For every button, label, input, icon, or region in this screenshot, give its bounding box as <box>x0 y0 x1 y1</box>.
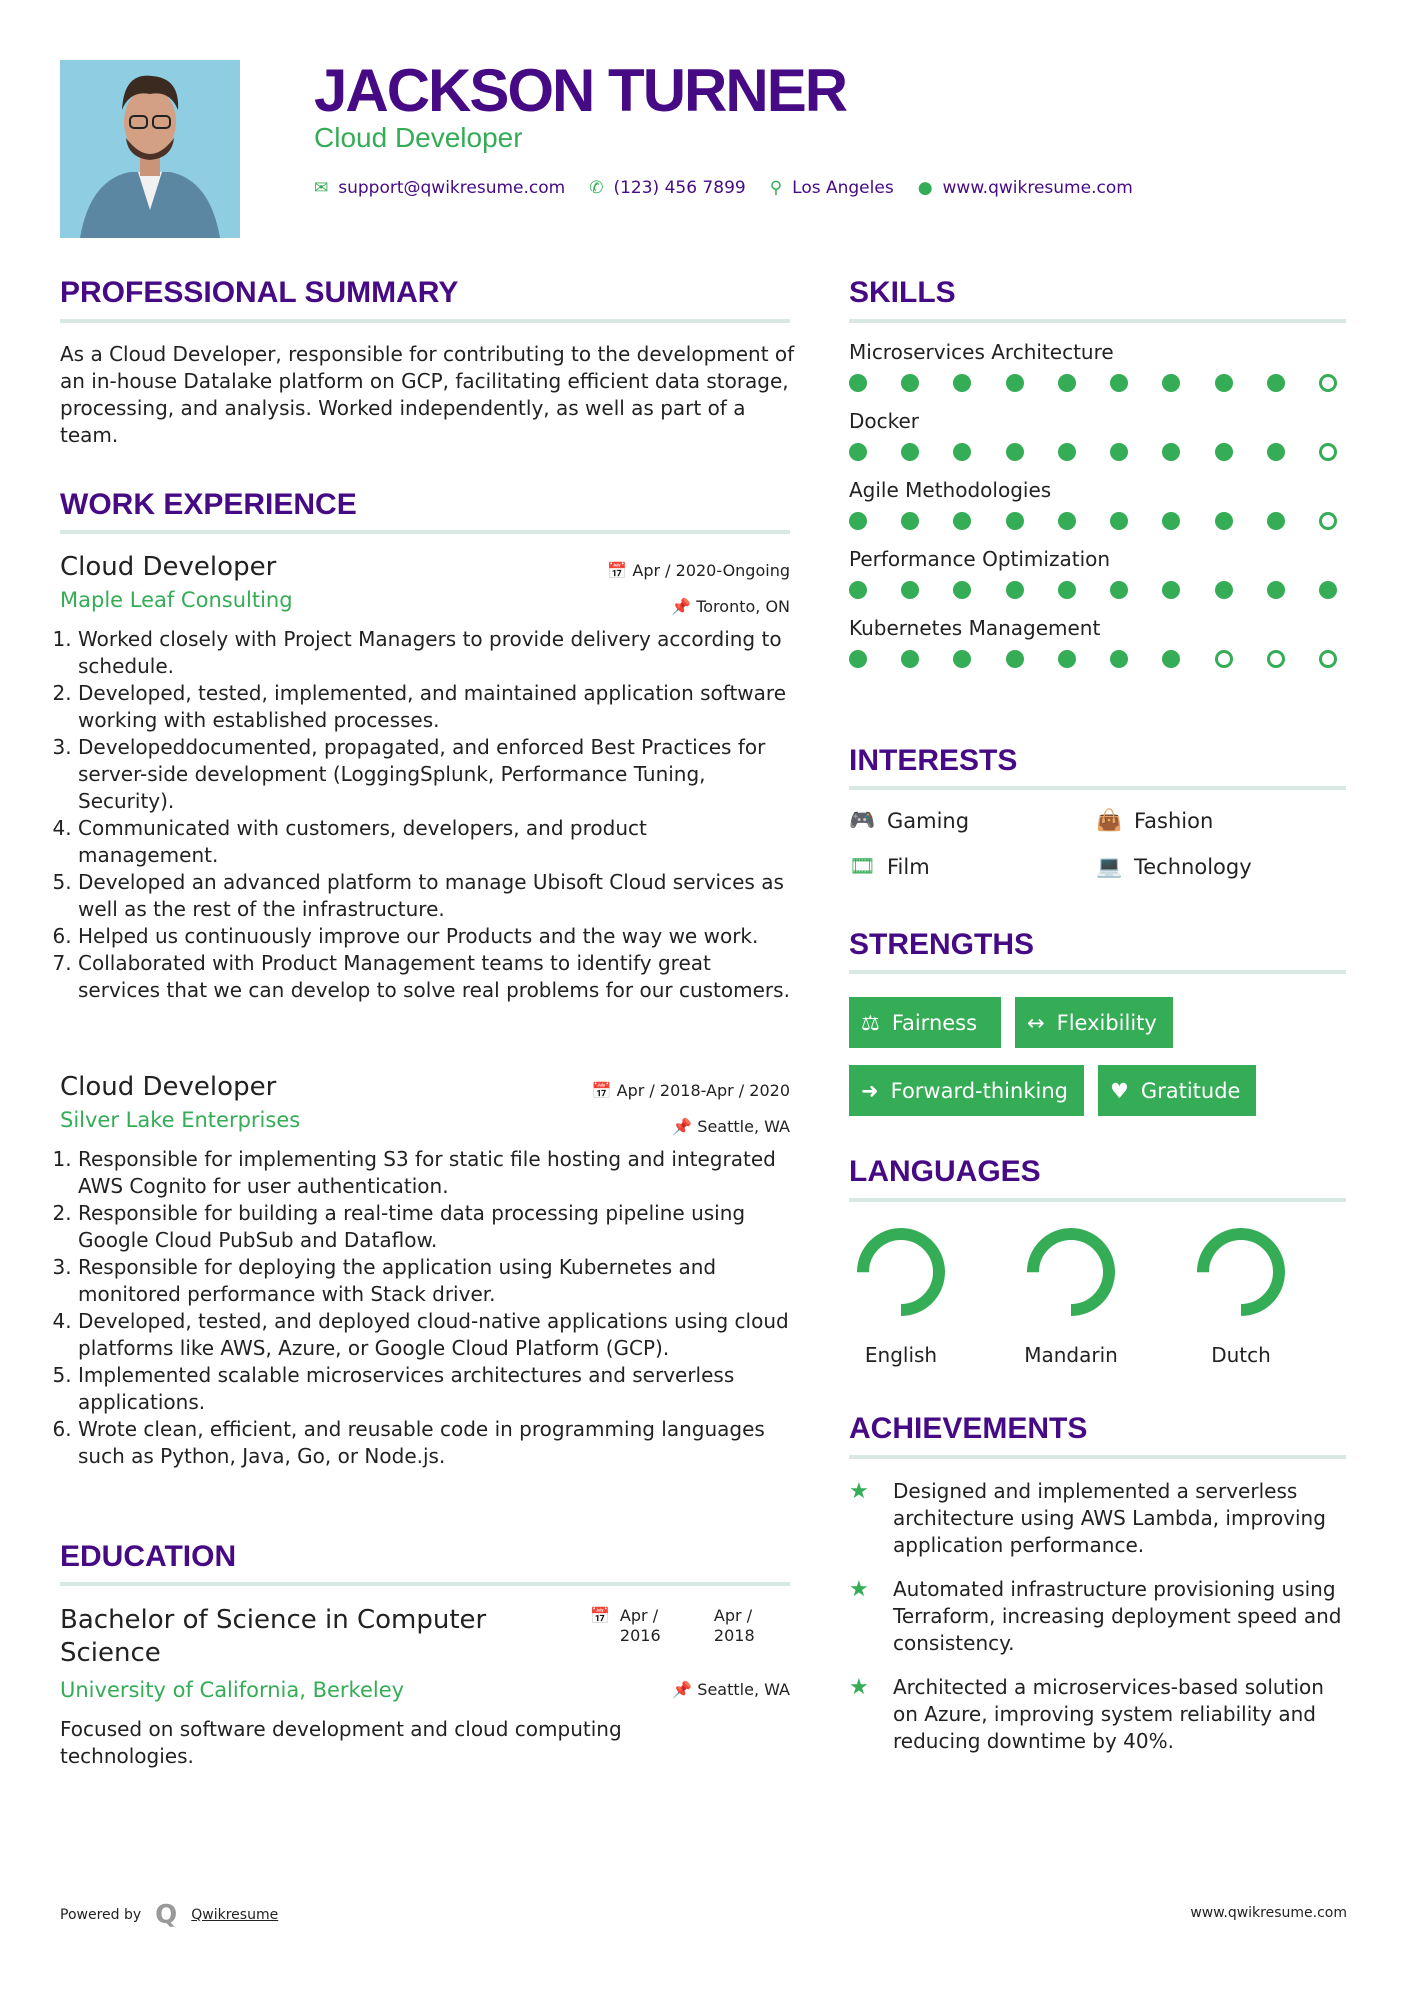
location-text: Los Angeles <box>792 178 894 198</box>
list-item: 5. Developed an advanced platform to manage Ubisoft Cloud services as well as the rest of the infrastructure. <box>78 869 790 923</box>
rating-dot-filled <box>849 581 867 599</box>
phone-text: (123) 456 7899 <box>613 178 746 198</box>
job-date: 📅 Apr / 2018-Apr / 2020 <box>591 1081 790 1100</box>
list-item: 2. Responsible for building a real-time data processing pipeline using Google Cloud PubSub and Dataflow. <box>78 1200 790 1254</box>
job-duties <box>60 626 790 1004</box>
envelope-icon: ✉ <box>314 178 329 198</box>
email-link[interactable]: support@qwikresume.com <box>338 178 566 198</box>
achievement-item: ★ Architected a microservices-based solution on Azure, improving system reliability and reducing downtime by 40%. <box>849 1675 1324 1753</box>
rating-dot-filled <box>1110 650 1128 668</box>
strength-forward-thinking: ➜ Forward-thinking <box>849 1065 1084 1116</box>
strength-gratitude: ♥ Gratitude <box>1098 1065 1256 1116</box>
job-duties <box>60 1146 790 1470</box>
strength-fairness: ⚖ Fairness <box>849 997 1001 1048</box>
rating-dot-filled <box>849 512 867 530</box>
achievements-list <box>849 1478 1349 1755</box>
list-item: 1. Responsible for implementing S3 for static file hosting and integrated AWS Cognito for user authentication. <box>78 1146 790 1200</box>
language-item <box>816 1222 986 1367</box>
divider <box>849 970 1346 974</box>
job-title: Cloud Developer <box>60 552 277 582</box>
skill-rating <box>849 650 1337 668</box>
list-item: 4. Communicated with customers, developers, and product management. <box>78 815 790 869</box>
rating-dot-filled <box>849 443 867 461</box>
divider <box>849 319 1346 323</box>
film-icon: 🎞 <box>849 854 876 878</box>
rating-dot-filled <box>1215 581 1233 599</box>
rating-dot-filled <box>901 581 919 599</box>
rating-dot-filled <box>1058 581 1076 599</box>
job-location: 📌 Seattle, WA <box>672 1117 790 1136</box>
star-icon: ★ <box>849 1479 869 1504</box>
list-item: 6. Helped us continuously improve our Products and the way we work. <box>78 923 790 950</box>
skill-name: Agile Methodologies <box>849 478 1052 502</box>
rating-dot-filled <box>1006 512 1024 530</box>
section-title-work: WORK EXPERIENCE <box>60 488 357 521</box>
skill-rating <box>849 581 1337 599</box>
qwikresume-logo-icon: Q <box>155 1900 178 1930</box>
section-title-education: EDUCATION <box>60 1540 237 1573</box>
shopping-bag-icon: 👜 <box>1096 808 1123 832</box>
skill-rating <box>849 443 1337 461</box>
website-link[interactable]: www.qwikresume.com <box>942 178 1133 198</box>
rating-dot-filled <box>953 581 971 599</box>
contact-bar <box>314 178 1133 198</box>
interest-technology: 💻 Technology <box>1096 854 1252 879</box>
rating-dot-filled <box>1058 443 1076 461</box>
list-item: 3. Responsible for deploying the application using Kubernetes and monitored performance with Stack driver. <box>78 1254 790 1308</box>
end-date: Apr / 2018 <box>713 1606 755 1645</box>
skill-item <box>849 409 1349 461</box>
rating-dot-filled <box>901 374 919 392</box>
job-company: Silver Lake Enterprises <box>60 1108 301 1132</box>
divider <box>849 1455 1346 1459</box>
rating-dot-filled <box>1215 374 1233 392</box>
rating-dot-filled <box>901 443 919 461</box>
rating-dot-filled <box>1267 512 1285 530</box>
rating-dot-empty <box>1267 650 1285 668</box>
candidate-name: JACKSON TURNER <box>314 57 847 124</box>
interest-film: 🎞 Film <box>849 854 930 879</box>
rating-dot-empty <box>1319 650 1337 668</box>
list-item: 3. Developeddocumented, propagated, and enforced Best Practices for server-side development (LoggingSplunk, Performance Tuning, Security). <box>78 734 790 815</box>
rating-dot-filled <box>901 650 919 668</box>
star-icon: ★ <box>849 1577 869 1602</box>
rating-dot-filled <box>1006 650 1024 668</box>
section-title-interests: INTERESTS <box>849 744 1018 777</box>
language-item <box>986 1222 1156 1367</box>
language-level-ring <box>1021 1222 1121 1322</box>
rating-dot-filled <box>1162 443 1180 461</box>
strength-flexibility: ↔ Flexibility <box>1015 997 1173 1048</box>
map-marker-icon: ⚲ <box>769 178 783 198</box>
language-item <box>1156 1222 1326 1367</box>
calendar-icon: 📅 <box>607 561 633 580</box>
calendar-icon: 📅 <box>591 1081 617 1100</box>
arrows-h-icon: ↔ <box>1027 1010 1045 1035</box>
rating-dot-filled <box>1215 512 1233 530</box>
list-item: 4. Developed, tested, and deployed cloud-native applications using cloud platforms like AWS, Azure, or Google Cloud Platform (GCP). <box>78 1308 790 1362</box>
job-date: 📅 Apr / 2020-Ongoing <box>607 561 790 580</box>
rating-dot-filled <box>1006 374 1024 392</box>
rating-dot-filled <box>1162 581 1180 599</box>
heart-icon: ♥ <box>1110 1078 1129 1103</box>
school-name: University of California, Berkeley <box>60 1678 405 1702</box>
language-level-ring <box>1191 1222 1291 1322</box>
start-date: Apr / 2016 <box>619 1606 661 1645</box>
rating-dot-filled <box>1162 650 1180 668</box>
rating-dot-filled <box>1006 443 1024 461</box>
rating-dot-filled <box>1058 512 1076 530</box>
education-dates <box>590 1606 778 1646</box>
brand-link[interactable]: Qwikresume <box>191 1907 279 1923</box>
rating-dot-empty <box>1319 512 1337 530</box>
rating-dot-filled <box>953 512 971 530</box>
skill-name: Kubernetes Management <box>849 616 1101 640</box>
gamepad-icon: 🎮 <box>849 808 876 832</box>
language-level-ring <box>851 1222 951 1322</box>
balance-scale-icon: ⚖ <box>861 1010 880 1035</box>
rating-dot-filled <box>1267 443 1285 461</box>
language-name: Mandarin <box>1024 1343 1118 1367</box>
skill-item <box>849 547 1349 599</box>
summary-text: As a Cloud Developer, responsible for contributing to the development of an in-house Datalake platform on GCP, facilitating efficient data storage, processing, and analysis. Worked independently, as well as part of a team. <box>60 342 795 447</box>
skill-item <box>849 478 1349 530</box>
section-title-summary: PROFESSIONAL SUMMARY <box>60 276 459 309</box>
education-text: Focused on software development and cloud computing technologies. <box>60 1717 622 1768</box>
candidate-role: Cloud Developer <box>314 122 523 153</box>
rating-dot-filled <box>1215 443 1233 461</box>
rating-dot-filled <box>953 374 971 392</box>
list-item: 6. Wrote clean, efficient, and reusable code in programming languages such as Python, Java, Go, or Node.js. <box>78 1416 790 1470</box>
divider <box>60 530 790 534</box>
job-company: Maple Leaf Consulting <box>60 588 293 612</box>
rating-dot-filled <box>1162 374 1180 392</box>
skill-name: Performance Optimization <box>849 547 1111 571</box>
rating-dot-filled <box>849 650 867 668</box>
rating-dot-filled <box>1162 512 1180 530</box>
pin-icon: 📌 <box>672 1117 698 1136</box>
pin-icon: 📌 <box>672 1680 698 1699</box>
divider <box>849 786 1346 790</box>
skill-item <box>849 616 1349 668</box>
laptop-icon: 💻 <box>1096 854 1123 878</box>
list-item: 7. Collaborated with Product Management teams to identify great services that we can develop to solve real problems for our customers. <box>78 950 790 1004</box>
language-name: English <box>864 1343 938 1367</box>
list-item: 1. Worked closely with Project Managers to provide delivery according to schedule. <box>78 626 790 680</box>
language-name: Dutch <box>1211 1343 1271 1367</box>
rating-dot-empty <box>1215 650 1233 668</box>
rating-dot-filled <box>1110 512 1128 530</box>
languages-list <box>816 1222 1326 1367</box>
skill-rating <box>849 512 1337 530</box>
pin-icon: 📌 <box>671 597 697 616</box>
skills-list <box>849 340 1349 685</box>
rating-dot-filled <box>849 374 867 392</box>
degree-title: Bachelor of Science in Computer Science <box>60 1605 487 1668</box>
rating-dot-filled <box>953 443 971 461</box>
rating-dot-filled <box>1058 374 1076 392</box>
achievement-item: ★ Automated infrastructure provisioning using Terraform, increasing deployment speed and consistency. <box>849 1577 1342 1655</box>
globe-icon: ● <box>917 178 933 198</box>
rating-dot-empty <box>1319 443 1337 461</box>
section-title-achievements: ACHIEVEMENTS <box>849 1412 1088 1445</box>
star-icon: ★ <box>849 1675 869 1700</box>
skill-name: Microservices Architecture <box>849 340 1114 364</box>
list-item: 5. Implemented scalable microservices architectures and serverless applications. <box>78 1362 790 1416</box>
rating-dot-filled <box>1319 581 1337 599</box>
profile-photo <box>60 60 240 238</box>
section-title-strengths: STRENGTHS <box>849 928 1035 961</box>
divider <box>60 319 790 323</box>
phone-icon: ✆ <box>589 178 604 198</box>
job-title: Cloud Developer <box>60 1072 277 1102</box>
rating-dot-filled <box>1006 581 1024 599</box>
skill-rating <box>849 374 1337 392</box>
arrow-right-icon: ➜ <box>861 1078 879 1103</box>
rating-dot-filled <box>1267 581 1285 599</box>
rating-dot-filled <box>953 650 971 668</box>
achievement-item: ★ Designed and implemented a serverless architecture using AWS Lambda, improving application performance. <box>849 1479 1326 1557</box>
education-location: 📌 Seattle, WA <box>672 1680 790 1699</box>
rating-dot-filled <box>1110 374 1128 392</box>
divider <box>60 1582 790 1586</box>
divider <box>849 1198 1346 1202</box>
skill-name: Docker <box>849 409 920 433</box>
section-title-languages: LANGUAGES <box>849 1155 1041 1188</box>
rating-dot-empty <box>1319 374 1337 392</box>
skill-item <box>849 340 1349 392</box>
footer-site[interactable]: www.qwikresume.com <box>1190 1905 1347 1921</box>
job-location: 📌 Toronto, ON <box>671 597 790 616</box>
rating-dot-filled <box>1110 581 1128 599</box>
footer-powered: Powered by Q Qwikresume <box>60 1900 279 1930</box>
job-entry <box>60 1072 790 1470</box>
job-entry <box>60 552 790 1004</box>
rating-dot-filled <box>901 512 919 530</box>
interest-gaming: 🎮 Gaming <box>849 808 970 833</box>
calendar-icon: 📅 <box>590 1606 610 1625</box>
rating-dot-filled <box>1058 650 1076 668</box>
rating-dot-filled <box>1110 443 1128 461</box>
section-title-skills: SKILLS <box>849 276 956 309</box>
interest-fashion: 👜 Fashion <box>1096 808 1214 833</box>
list-item: 2. Developed, tested, implemented, and maintained application software working with established processes. <box>78 680 790 734</box>
rating-dot-filled <box>1267 374 1285 392</box>
